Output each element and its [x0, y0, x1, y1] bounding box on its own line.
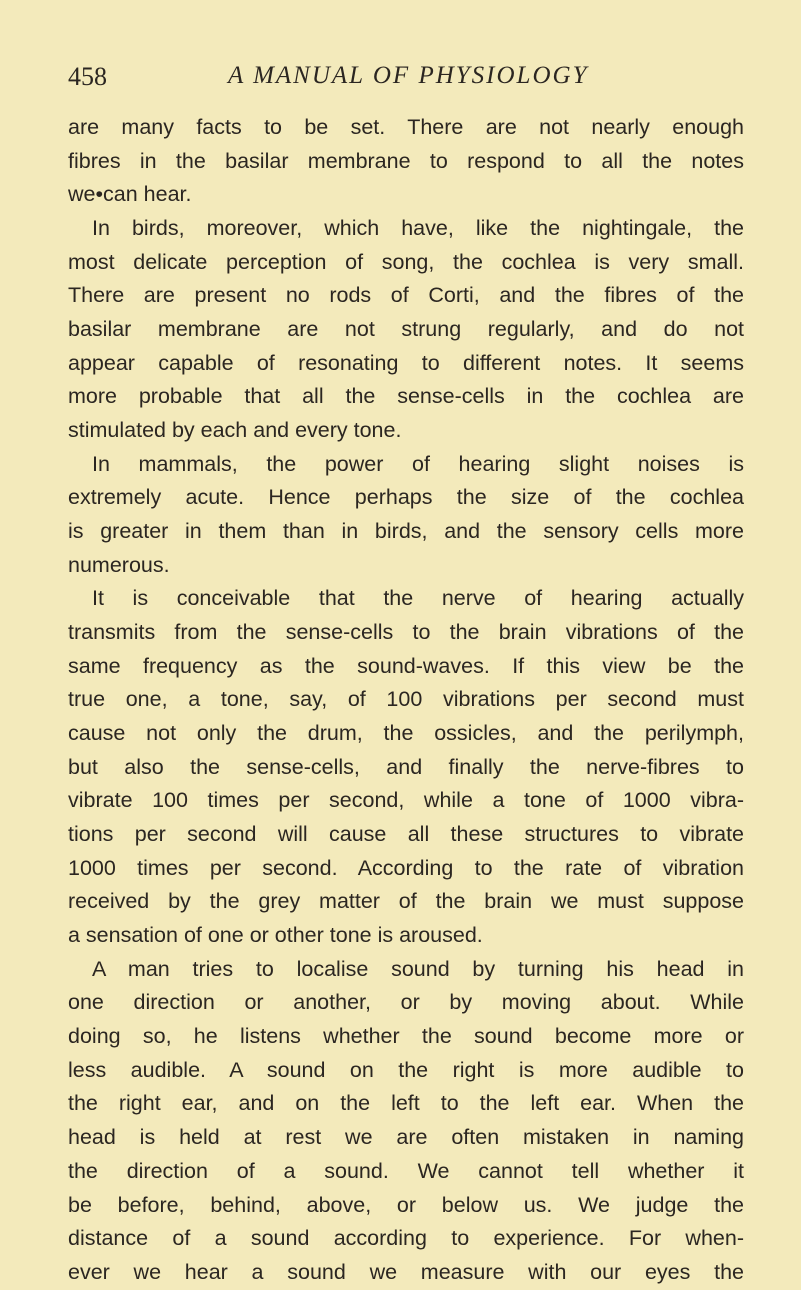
- text-line: It is conceivable that the nerve of hearing actually: [92, 586, 744, 611]
- text-line: A man tries to localise sound by turning his head in: [92, 956, 744, 981]
- text-line: most delicate perception of song, the cochlea is very small.: [68, 249, 744, 274]
- text-line: same frequency as the sound-waves. If this view be the: [68, 653, 744, 678]
- text-line: received by the grey matter of the brain we must suppose: [68, 889, 744, 914]
- text-line: distance of a sound according to experience. For when-: [68, 1226, 744, 1251]
- text-line: There are present no rods of Corti, and the fibres of the: [68, 283, 744, 308]
- page-number: 458: [68, 62, 107, 91]
- text-line: transmits from the sense-cells to the brain vibrations of the: [68, 620, 744, 645]
- text-line: doing so, he listens whether the sound become more or: [68, 1024, 744, 1049]
- text-line: but also the sense-cells, and finally the nerve-fibres to: [68, 754, 744, 779]
- text-line: less audible. A sound on the right is more audible to: [68, 1057, 744, 1082]
- text-line: we•can hear.: [68, 182, 192, 207]
- text-line: one direction or another, or by moving about. While: [68, 990, 744, 1015]
- text-line: a sensation of one or other tone is aroused.: [68, 923, 483, 948]
- text-line: is greater in them than in birds, and the sensory cells more: [68, 519, 744, 544]
- text-line: be before, behind, above, or below us. We judge the: [68, 1192, 744, 1217]
- text-line: In mammals, the power of hearing slight noises is: [92, 451, 744, 476]
- text-line: the direction of a sound. We cannot tell whether it: [68, 1158, 744, 1183]
- text-line: are many facts to be set. There are not nearly enough: [68, 115, 744, 139]
- text-line: head is held at rest we are often mistaken in naming: [68, 1125, 744, 1150]
- text-line: 1000 times per second. According to the rate of vibration: [68, 855, 744, 880]
- text-line: extremely acute. Hence perhaps the size of the cochlea: [68, 485, 744, 510]
- body-text: [68, 111, 744, 1290]
- text-line: the right ear, and on the left to the left ear. When the: [68, 1091, 744, 1116]
- running-head: [68, 62, 748, 96]
- text-line: tions per second will cause all these structures to vibrate: [68, 822, 744, 847]
- text-line: ever we hear a sound we measure with our eyes the: [68, 1259, 744, 1284]
- text-line: appear capable of resonating to different notes. It seems: [68, 350, 744, 375]
- text-line: basilar membrane are not strung regularly, and do not: [68, 317, 744, 342]
- text-line: In birds, moreover, which have, like the nightingale, the: [92, 216, 744, 241]
- text-line: vibrate 100 times per second, while a tone of 1000 vibra-: [68, 788, 744, 813]
- text-line: cause not only the drum, the ossicles, and the perilymph,: [68, 721, 744, 746]
- text-line: stimulated by each and every tone.: [68, 418, 402, 443]
- text-line: fibres in the basilar membrane to respond to all the notes: [68, 148, 744, 173]
- text-line: more probable that all the sense-cells in the cochlea are: [68, 384, 744, 409]
- text-line: numerous.: [68, 552, 170, 577]
- running-title: A MANUAL OF PHYSIOLOGY: [228, 62, 589, 89]
- text-line: true one, a tone, say, of 100 vibrations per second must: [68, 687, 744, 712]
